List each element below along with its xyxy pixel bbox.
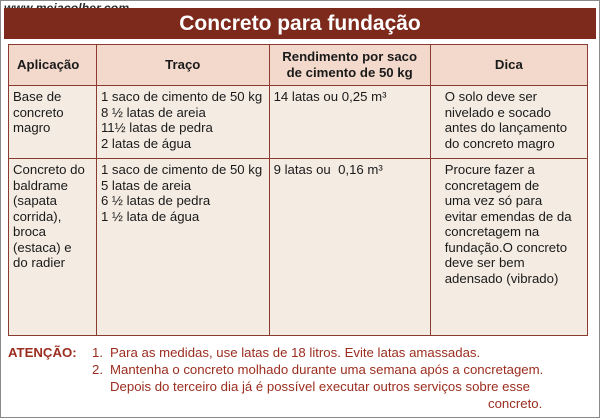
note-text: Para as medidas, use latas de 18 litros. Evite latas amassadas.: [110, 345, 481, 360]
cell-line: 2 latas de água: [100, 135, 192, 151]
table-row: [9, 159, 588, 336]
cell-line: concreto: [13, 104, 64, 120]
page-title: Concreto para fundação: [4, 8, 596, 39]
cell-line: corrida),: [13, 208, 62, 224]
header-dica: Dica: [430, 45, 587, 86]
cell-line: Base de: [13, 89, 62, 104]
cell-line: 11½ latas de pedra: [100, 120, 213, 135]
cell-line: 1 saco de cimento de 50 kg: [100, 89, 263, 104]
cell-traco: [96, 86, 269, 159]
cell-rendimento: [269, 86, 430, 159]
cell-traco: [96, 159, 269, 336]
cell-line: baldrame: [13, 177, 68, 193]
concrete-table: [8, 44, 588, 336]
cell-line: concretagem de: [444, 177, 540, 193]
cell-line: adensado (vibrado): [444, 270, 559, 286]
cell-line: 6 ½ latas de pedra: [100, 193, 211, 208]
note-number: 2.: [92, 362, 103, 377]
note-number: 1.: [92, 345, 103, 360]
cell-aplicacao: [9, 159, 97, 336]
table-header-row: [9, 45, 588, 86]
cell-line: 9 latas ou 0,16 m³: [273, 162, 383, 177]
note-item: [8, 361, 598, 378]
cell-line: Concreto do: [13, 162, 85, 177]
attention-note: [8, 344, 598, 412]
cell-rendimento: [269, 159, 430, 336]
note-item: [8, 344, 598, 361]
cell-line: O solo deve ser: [444, 89, 538, 104]
cell-line: 5 latas de areia: [100, 177, 192, 193]
cell-line: 14 latas ou 0,25 m³: [273, 89, 387, 104]
cell-line: do radier: [13, 255, 66, 270]
cell-line: deve ser bem: [444, 255, 525, 270]
cell-dica: [430, 159, 587, 336]
cell-line: nivelado e socado: [444, 104, 552, 120]
cell-line: 1 ½ lata de água: [100, 208, 200, 224]
note-continuation: Depois do terceiro dia já é possível executar outros serviços sobre esse: [110, 379, 531, 394]
cell-dica: [430, 86, 587, 159]
cell-line: magro: [13, 120, 51, 135]
cell-aplicacao: [9, 86, 97, 159]
note-end: concreto.: [488, 396, 543, 411]
cell-line: concretagem na: [444, 224, 540, 239]
cell-line: Procure fazer a: [444, 162, 535, 177]
cell-line: evitar emendas de da: [444, 208, 572, 224]
header-traco: Traço: [96, 45, 269, 86]
cell-line: (estaca) e: [13, 239, 72, 255]
cell-line: uma vez só para: [444, 193, 543, 208]
cell-line: 8 ½ latas de areia: [100, 104, 206, 120]
note-spacer: [8, 361, 92, 378]
note-text: Mantenha o concreto molhado durante uma semana após a concretagem.: [110, 362, 544, 377]
cell-line: antes do lançamento: [444, 120, 568, 135]
cell-line: broca: [13, 224, 46, 239]
cell-line: fundação.O concreto: [444, 239, 568, 255]
cell-line: (sapata: [13, 193, 57, 208]
note-label: ATENÇÃO:: [8, 345, 77, 360]
cell-line: 1 saco de cimento de 50 kg: [100, 162, 263, 177]
table-row: [9, 86, 588, 159]
header-rendimento: Rendimento por saco de cimento de 50 kg: [269, 45, 430, 86]
header-aplicacao: Aplicação: [9, 45, 97, 86]
cell-line: do concreto magro: [444, 135, 555, 151]
